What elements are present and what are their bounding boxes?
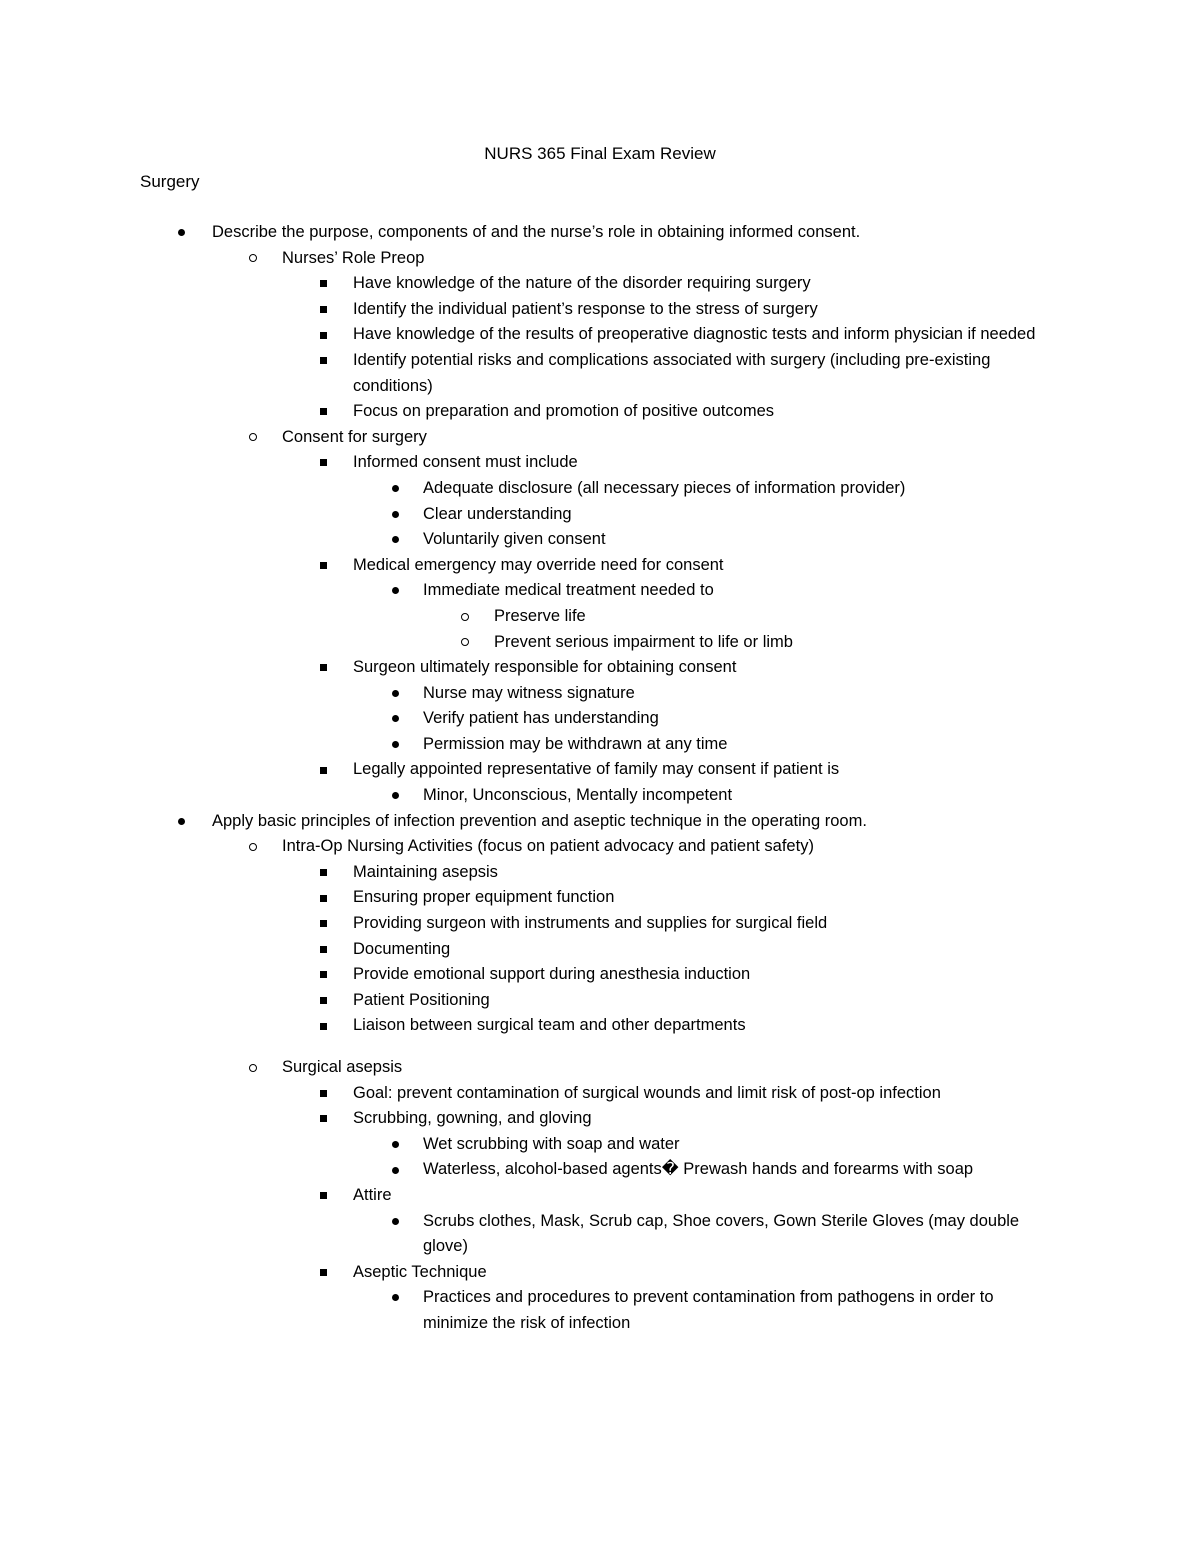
outline-item xyxy=(0,706,1200,732)
square-bullet-icon xyxy=(316,885,330,911)
outline-item-text: Permission may be withdrawn at any time xyxy=(423,734,728,753)
dot-bullet-icon xyxy=(388,527,402,553)
square-bullet-icon xyxy=(316,655,330,681)
circle-bullet-icon xyxy=(458,604,472,630)
outline-item-text: Nurse may witness signature xyxy=(423,683,635,702)
outline-item xyxy=(0,937,1200,963)
outline-item xyxy=(0,962,1200,988)
outline-item xyxy=(0,578,1200,604)
outline-item xyxy=(0,502,1200,528)
outline-item xyxy=(0,834,1200,860)
outline-item-text: Wet scrubbing with soap and water xyxy=(423,1134,680,1153)
square-bullet-icon xyxy=(316,399,330,425)
dot-bullet-icon xyxy=(388,578,402,604)
dot-bullet-icon xyxy=(388,1285,402,1311)
circle-bullet-icon xyxy=(246,834,260,860)
outline-item xyxy=(0,783,1200,809)
square-bullet-icon xyxy=(316,757,330,783)
dot-bullet-icon xyxy=(388,783,402,809)
outline-item-text: Practices and procedures to prevent contamination from pathogens in order to minimize the risk of infection xyxy=(423,1288,994,1332)
outline-item-text: Preserve life xyxy=(494,606,586,625)
outline-item-text: Liaison between surgical team and other departments xyxy=(353,1016,746,1035)
outline-item xyxy=(0,271,1200,297)
outline-item xyxy=(0,553,1200,579)
outline-list xyxy=(0,220,1200,1337)
outline-item-text: Clear understanding xyxy=(423,504,572,523)
square-bullet-icon xyxy=(316,911,330,937)
outline-item xyxy=(0,1260,1200,1286)
outline-item-text: Medical emergency may override need for consent xyxy=(353,555,724,574)
outline-item xyxy=(0,732,1200,758)
outline-item-text: Focus on preparation and promotion of positive outcomes xyxy=(353,402,774,421)
circle-bullet-icon xyxy=(246,1055,260,1081)
circle-bullet-icon xyxy=(458,630,472,656)
outline-item-text: Documenting xyxy=(353,939,451,958)
outline-item-text: Legally appointed representative of family may consent if patient is xyxy=(353,760,840,779)
outline-item xyxy=(0,322,1200,348)
outline-item xyxy=(0,809,1200,835)
outline-item-text: Identify the individual patient’s response to the stress of surgery xyxy=(353,299,818,318)
outline-item-text: Attire xyxy=(353,1185,392,1204)
outline-item-text: Intra-Op Nursing Activities (focus on patient advocacy and patient safety) xyxy=(282,837,814,856)
outline-item xyxy=(0,476,1200,502)
square-bullet-icon xyxy=(316,1013,330,1039)
square-bullet-icon xyxy=(316,297,330,323)
outline-item-text: Scrubbing, gowning, and gloving xyxy=(353,1109,592,1128)
square-bullet-icon xyxy=(316,271,330,297)
outline-item-text: Informed consent must include xyxy=(353,453,578,472)
outline-item-text: Apply basic principles of infection prevention and aseptic technique in the operating room. xyxy=(212,811,867,830)
outline-item-text: Ensuring proper equipment function xyxy=(353,888,615,907)
outline-item xyxy=(0,425,1200,451)
outline-item-text: Immediate medical treatment needed to xyxy=(423,581,714,600)
square-bullet-icon xyxy=(316,1260,330,1286)
outline-item xyxy=(0,1132,1200,1158)
outline-item-text: Have knowledge of the nature of the disorder requiring surgery xyxy=(353,274,811,293)
outline-item-text: Verify patient has understanding xyxy=(423,709,659,728)
outline-item-text: Adequate disclosure (all necessary pieces of information provider) xyxy=(423,478,906,497)
outline-item-text: Waterless, alcohol-based agents� Prewash hands and forearms with soap xyxy=(423,1160,974,1179)
outline-item xyxy=(0,1106,1200,1132)
square-bullet-icon xyxy=(316,553,330,579)
outline-item xyxy=(0,885,1200,911)
dot-bullet-icon xyxy=(174,220,188,246)
dot-bullet-icon xyxy=(388,681,402,707)
outline-item xyxy=(0,348,1200,399)
dot-bullet-icon xyxy=(388,476,402,502)
dot-bullet-icon xyxy=(388,732,402,758)
square-bullet-icon xyxy=(316,348,330,374)
square-bullet-icon xyxy=(316,1081,330,1107)
square-bullet-icon xyxy=(316,988,330,1014)
outline-item xyxy=(0,1285,1200,1336)
outline-item-text: Minor, Unconscious, Mentally incompetent xyxy=(423,786,733,805)
outline-item-text: Aseptic Technique xyxy=(353,1262,487,1281)
dot-bullet-icon xyxy=(174,809,188,835)
outline-item xyxy=(0,681,1200,707)
square-bullet-icon xyxy=(316,1106,330,1132)
dot-bullet-icon xyxy=(388,502,402,528)
outline-item xyxy=(0,630,1200,656)
outline-item xyxy=(0,399,1200,425)
outline-item xyxy=(0,1209,1200,1260)
outline-item xyxy=(0,246,1200,272)
outline-item xyxy=(0,527,1200,553)
outline-item-text: Consent for surgery xyxy=(282,427,427,446)
outline-item-text: Surgeon ultimately responsible for obtaining consent xyxy=(353,658,737,677)
square-bullet-icon xyxy=(316,860,330,886)
outline-item xyxy=(0,757,1200,783)
outline-item-text: Have knowledge of the results of preoperative diagnostic tests and inform physician if needed xyxy=(353,325,1036,344)
outline-item-text: Scrubs clothes, Mask, Scrub cap, Shoe covers, Gown Sterile Gloves (may double glove) xyxy=(423,1211,1020,1256)
square-bullet-icon xyxy=(316,1183,330,1209)
outline-item xyxy=(0,450,1200,476)
outline-item-text: Maintaining asepsis xyxy=(353,862,498,881)
outline-item xyxy=(0,1013,1200,1039)
dot-bullet-icon xyxy=(388,1157,402,1183)
square-bullet-icon xyxy=(316,937,330,963)
outline-item xyxy=(0,911,1200,937)
outline-item xyxy=(0,1081,1200,1107)
outline-item xyxy=(0,655,1200,681)
outline-item-text: Providing surgeon with instruments and supplies for surgical field xyxy=(353,914,828,933)
square-bullet-icon xyxy=(316,962,330,988)
outline-item-text: Voluntarily given consent xyxy=(423,530,606,549)
outline-item-text: Nurses’ Role Preop xyxy=(282,248,425,267)
outline-item xyxy=(0,297,1200,323)
dot-bullet-icon xyxy=(388,706,402,732)
square-bullet-icon xyxy=(316,322,330,348)
dot-bullet-icon xyxy=(388,1132,402,1158)
outline-item xyxy=(0,1055,1200,1081)
dot-bullet-icon xyxy=(388,1209,402,1235)
outline-item xyxy=(0,220,1200,246)
outline-item-text: Goal: prevent contamination of surgical wounds and limit risk of post-op infection xyxy=(353,1083,941,1102)
outline-item xyxy=(0,988,1200,1014)
spacer xyxy=(0,1039,1200,1055)
outline-item-text: Describe the purpose, components of and the nurse’s role in obtaining informed consent. xyxy=(212,223,861,241)
square-bullet-icon xyxy=(316,450,330,476)
outline-item xyxy=(0,1157,1200,1183)
outline-item xyxy=(0,604,1200,630)
outline-item-text: Surgical asepsis xyxy=(282,1058,403,1076)
outline-item xyxy=(0,1183,1200,1209)
outline-item xyxy=(0,860,1200,886)
outline-item-text: Provide emotional support during anesthesia induction xyxy=(353,965,751,984)
outline-item-text: Identify potential risks and complications associated with surgery (including pre-existing conditions) xyxy=(353,350,991,395)
circle-bullet-icon xyxy=(246,246,260,272)
document-title: NURS 365 Final Exam Review xyxy=(484,144,716,163)
outline-item-text: Prevent serious impairment to life or limb xyxy=(494,632,793,651)
outline-item-text: Patient Positioning xyxy=(353,990,490,1009)
section-heading: Surgery xyxy=(140,172,200,191)
circle-bullet-icon xyxy=(246,425,260,451)
